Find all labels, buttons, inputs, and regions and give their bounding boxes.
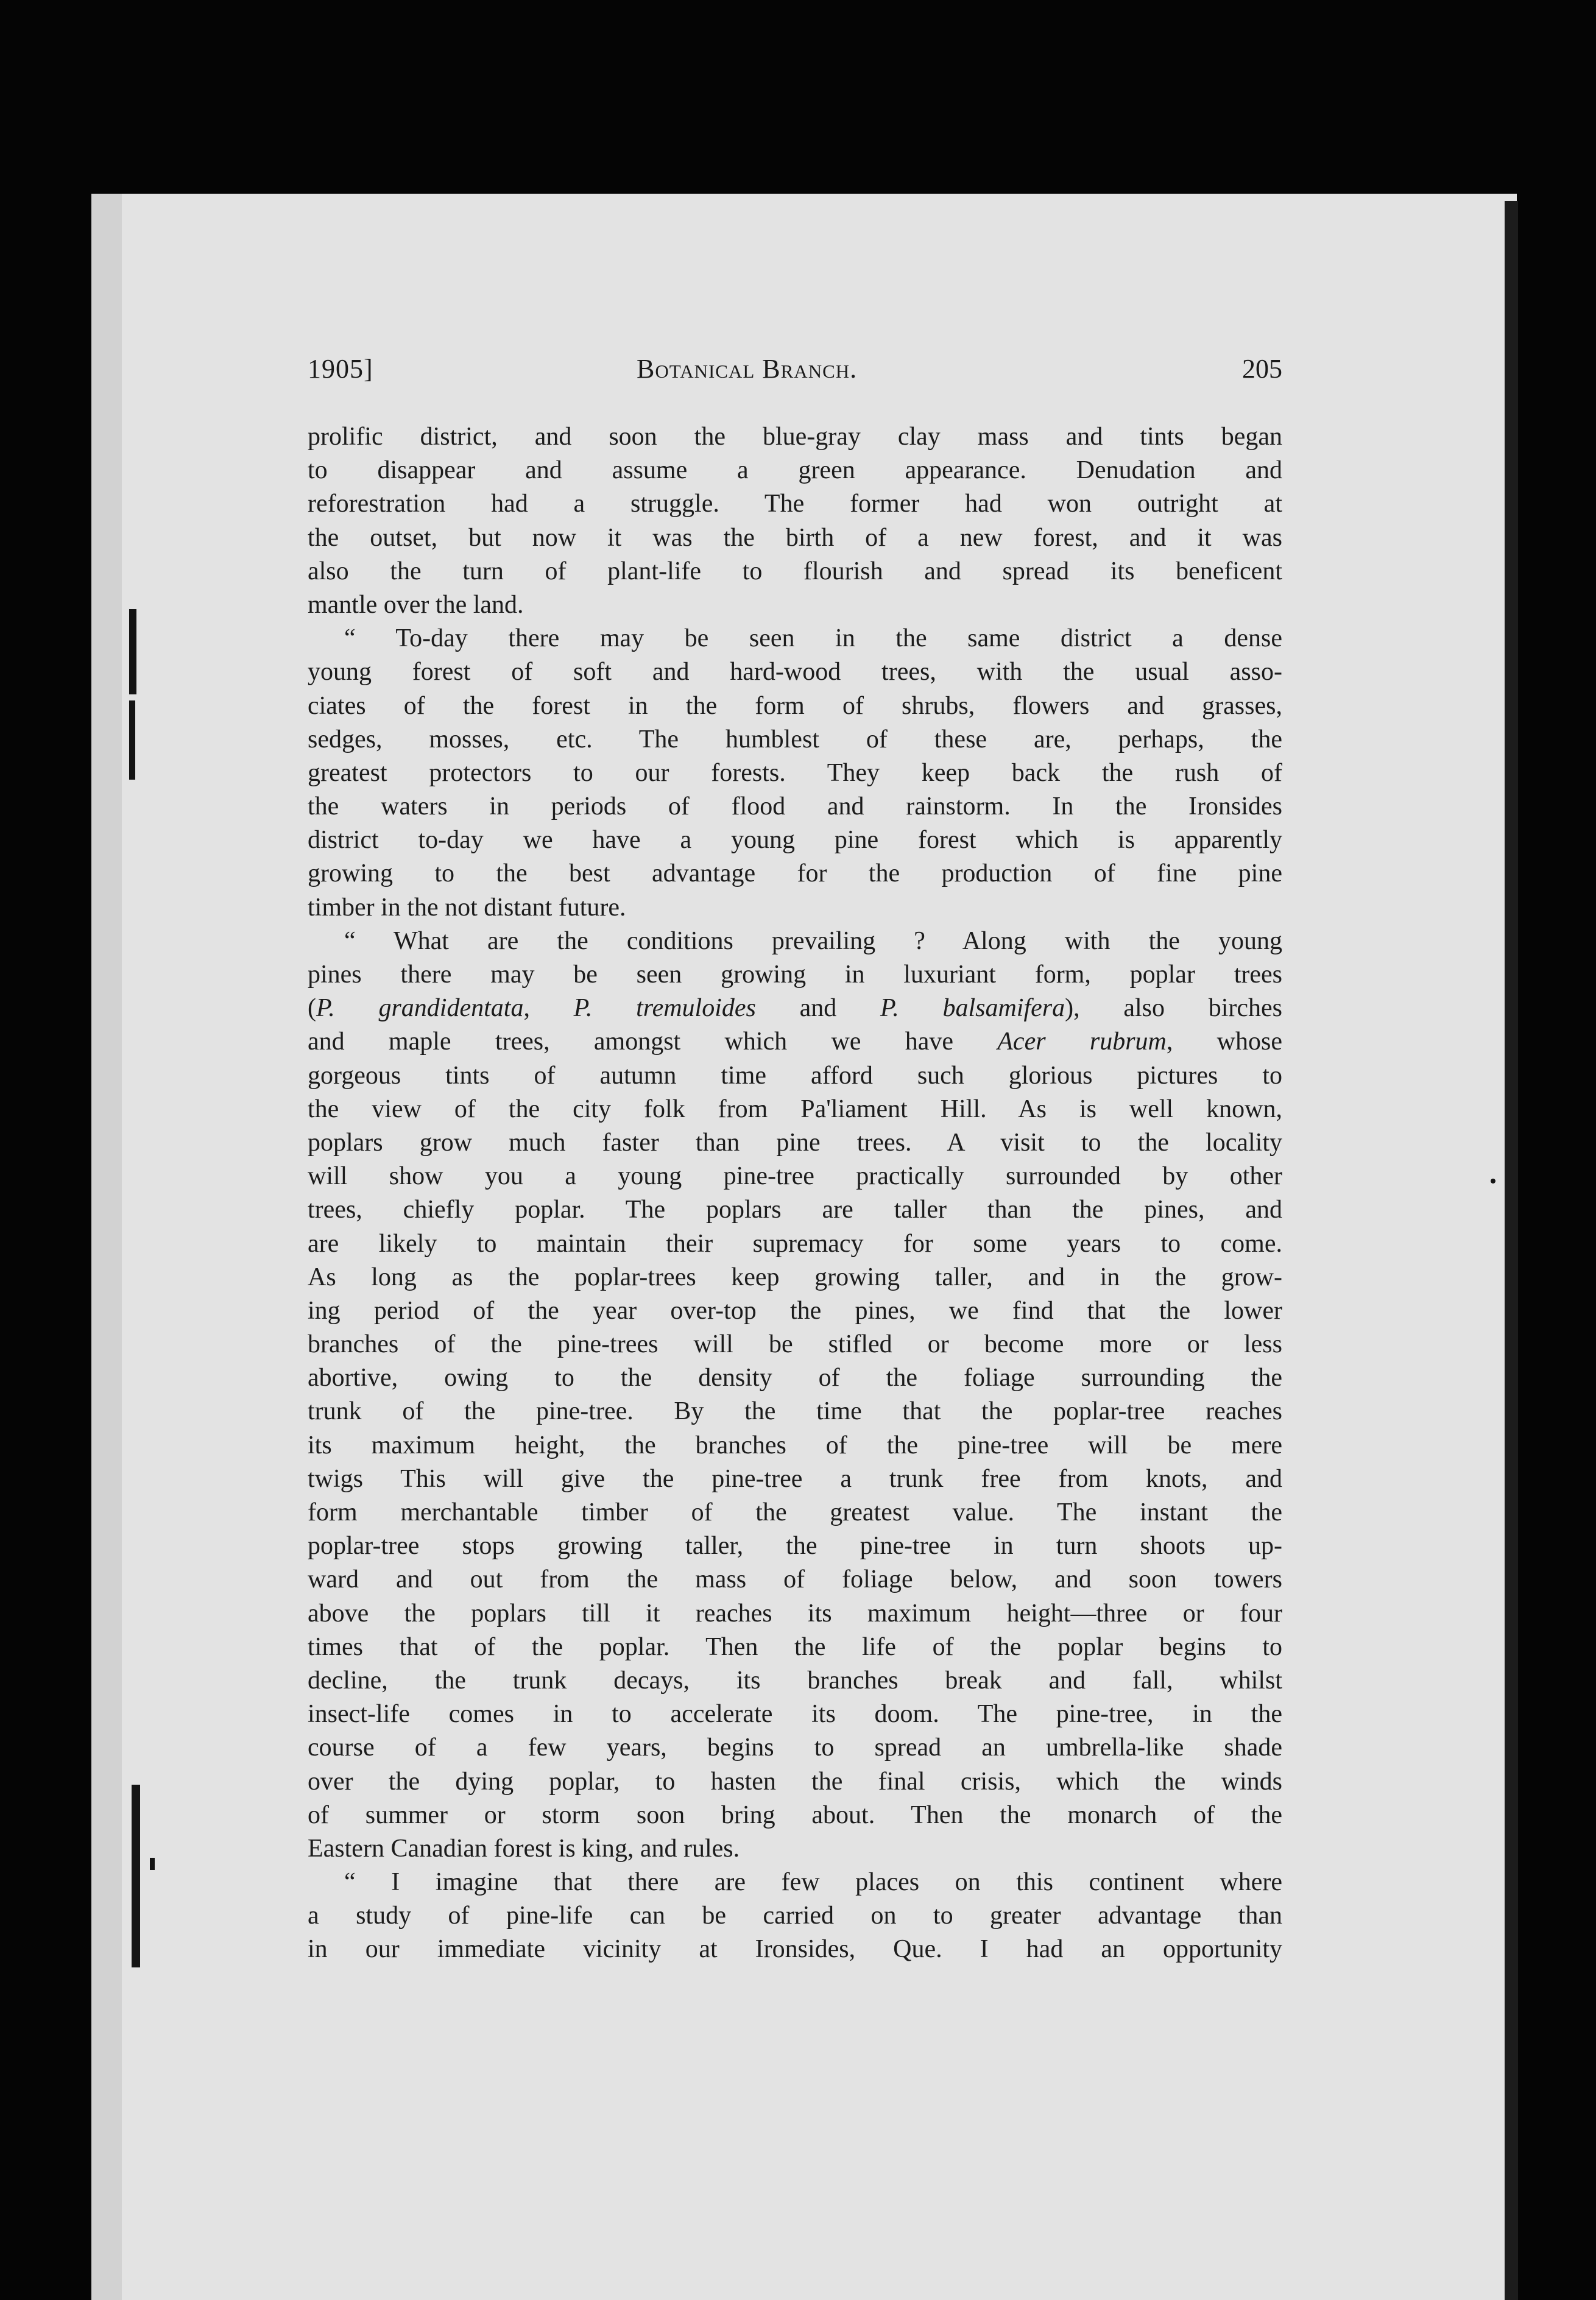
text-line [308, 723, 1282, 757]
text-segment: form merchantable timber of the greatest value. The instant the [308, 1498, 1282, 1526]
text-segment: timber in the not distant future. [308, 893, 626, 922]
text-line [308, 1933, 1282, 1966]
text-line [308, 655, 1282, 689]
text-segment: ward and out from the mass of foliage below, and soon towers [308, 1565, 1282, 1594]
binding-mark [150, 1858, 155, 1870]
text-segment: mantle over the land. [308, 590, 524, 619]
text-segment: growing to the best advantage for the production of fine pine [308, 859, 1282, 888]
text-segment: ciates of the forest in the form of shrubs, flowers and grasses, [308, 691, 1282, 720]
text-segment: sedges, mosses, etc. The humblest of these are, perhaps, the [308, 725, 1282, 753]
text-line [308, 622, 1282, 655]
text-segment: of summer or storm soon bring about. Then the monarch of the [308, 1801, 1282, 1829]
text-line [308, 1597, 1282, 1631]
text-line [308, 1429, 1282, 1462]
text-line [308, 824, 1282, 857]
text-segment: the outset, but now it was the birth of a new forest, and it was [308, 523, 1282, 552]
text-line [308, 790, 1282, 824]
text-line [308, 857, 1282, 891]
text-segment: As long as the poplar-trees keep growing taller, and in the grow- [308, 1263, 1282, 1291]
text-line [308, 1529, 1282, 1563]
binding-mark [132, 1785, 140, 1967]
text-line [308, 1866, 1282, 1899]
text-line [308, 1059, 1282, 1093]
text-segment: branches of the pine-trees will be stifled or become more or less [308, 1330, 1282, 1359]
text-segment: its maximum height, the branches of the pine-tree will be mere [308, 1431, 1282, 1459]
text-line [308, 925, 1282, 958]
text-segment: poplars grow much faster than pine trees. A visit to the locality [308, 1128, 1282, 1157]
text-line [308, 1126, 1282, 1160]
text-line [308, 1765, 1282, 1799]
text-line [308, 1261, 1282, 1294]
text-segment: ing period of the year over-top the pines, we find that the lower [308, 1296, 1282, 1325]
text-line [308, 1193, 1282, 1227]
text-segment: to disappear and assume a green appearance. Denudation and [308, 456, 1282, 485]
text-segment: young forest of soft and hard-wood trees, with the usual asso- [308, 658, 1282, 686]
text-line [308, 1160, 1282, 1193]
italic-species-name: P. tremuloides [573, 994, 756, 1023]
text-line [308, 958, 1282, 992]
text-line [308, 588, 1282, 622]
binding-mark [129, 609, 136, 694]
text-line [308, 1093, 1282, 1126]
text-segment: over the dying poplar, to hasten the final crisis, which the winds [308, 1767, 1282, 1796]
text-segment: “ I imagine that there are few places on this continent where [344, 1868, 1282, 1897]
text-line [308, 1631, 1282, 1664]
text-line [308, 1328, 1282, 1361]
text-segment: in our immediate vicinity at Ironsides, Que. I had an opportunity [308, 1935, 1282, 1964]
text-segment: will show you a young pine-tree practically surrounded by other [308, 1162, 1282, 1191]
text-line [308, 1496, 1282, 1529]
italic-species-name: P. grandidentata [316, 994, 524, 1023]
text-segment: Eastern Canadian forest is king, and rules. [308, 1834, 740, 1863]
text-line [308, 1664, 1282, 1698]
text-segment: abortive, owing to the density of the foliage surrounding the [308, 1364, 1282, 1392]
text-line [308, 1462, 1282, 1496]
text-segment: decline, the trunk decays, its branches break and fall, whilst [308, 1666, 1282, 1695]
text-line [308, 1294, 1282, 1328]
header-section-title: Botanical Branch. [637, 354, 858, 384]
text-segment: greatest protectors to our forests. They keep back the rush of [308, 758, 1282, 787]
body-text [308, 420, 1282, 1967]
text-line [308, 1361, 1282, 1395]
running-head [308, 353, 1282, 390]
text-line [308, 1395, 1282, 1428]
text-line [308, 487, 1282, 521]
text-line [308, 1731, 1282, 1765]
text-segment: the view of the city folk from Pa'liament Hill. As is well known, [308, 1095, 1282, 1123]
italic-species-name: P. balsamifera [880, 994, 1065, 1023]
text-line [308, 891, 1282, 925]
text-segment: twigs This will give the pine-tree a trunk free from knots, and [308, 1464, 1282, 1493]
page-gutter [91, 194, 122, 2300]
text-segment: and [755, 994, 880, 1023]
text-segment: ( [308, 994, 316, 1023]
text-segment: times that of the poplar. Then the life of the poplar begins to [308, 1632, 1282, 1661]
page-number: 205 [1242, 354, 1282, 384]
text-line [308, 1832, 1282, 1866]
text-line [308, 420, 1282, 454]
text-line [308, 1899, 1282, 1933]
text-line [308, 690, 1282, 723]
text-line [308, 1563, 1282, 1596]
text-line [308, 1799, 1282, 1832]
text-segment: pines there may be seen growing in luxuriant form, poplar trees [308, 961, 1282, 989]
text-segment: trees, chiefly poplar. The poplars are taller than the pines, and [308, 1196, 1282, 1224]
text-segment: are likely to maintain their supremacy for some years to come. [308, 1229, 1282, 1258]
text-line [308, 454, 1282, 487]
text-line [308, 1698, 1282, 1731]
text-line [308, 757, 1282, 790]
text-segment: gorgeous tints of autumn time afford such glorious pictures to [308, 1061, 1282, 1090]
text-segment: , [523, 994, 574, 1023]
text-segment: course of a few years, begins to spread an umbrella-like shade [308, 1734, 1282, 1762]
speck-mark [1491, 1179, 1495, 1184]
text-segment: district to-day we have a young pine forest which is apparently [308, 826, 1282, 855]
text-segment: poplar-tree stops growing taller, the pine-tree in turn shoots up- [308, 1532, 1282, 1561]
text-segment: above the poplars till it reaches its maximum height—three or four [308, 1599, 1282, 1628]
text-segment: ), also birches [1065, 994, 1282, 1023]
italic-species-name: Acer rubrum [997, 1028, 1167, 1056]
text-segment: prolific district, and soon the blue-gray clay mass and tints began [308, 423, 1282, 451]
page-edge-shadow [1505, 201, 1518, 2300]
text-line [308, 1227, 1282, 1261]
text-line [308, 555, 1282, 588]
text-line [308, 521, 1282, 555]
text-segment: the waters in periods of flood and rainstorm. In the Ironsides [308, 792, 1282, 821]
text-line [308, 1025, 1282, 1059]
text-segment: and maple trees, amongst which we have [308, 1028, 998, 1056]
text-segment: trunk of the pine-tree. By the time that the poplar-tree reaches [308, 1397, 1282, 1426]
text-segment: “ What are the conditions prevailing ? Along with the young [344, 926, 1282, 955]
text-segment: a study of pine-life can be carried on to greater advantage than [308, 1902, 1282, 1930]
text-segment: insect-life comes in to accelerate its doom. The pine-tree, in the [308, 1700, 1282, 1729]
header-year: 1905] [308, 354, 373, 384]
text-segment: “ To-day there may be seen in the same district a dense [344, 624, 1282, 653]
binding-mark [129, 700, 135, 780]
text-segment: , whose [1166, 1028, 1282, 1056]
text-segment: reforestration had a struggle. The former had won outright at [308, 490, 1282, 518]
text-segment: also the turn of plant-life to flourish and spread its beneficent [308, 557, 1282, 585]
text-line [308, 992, 1282, 1025]
